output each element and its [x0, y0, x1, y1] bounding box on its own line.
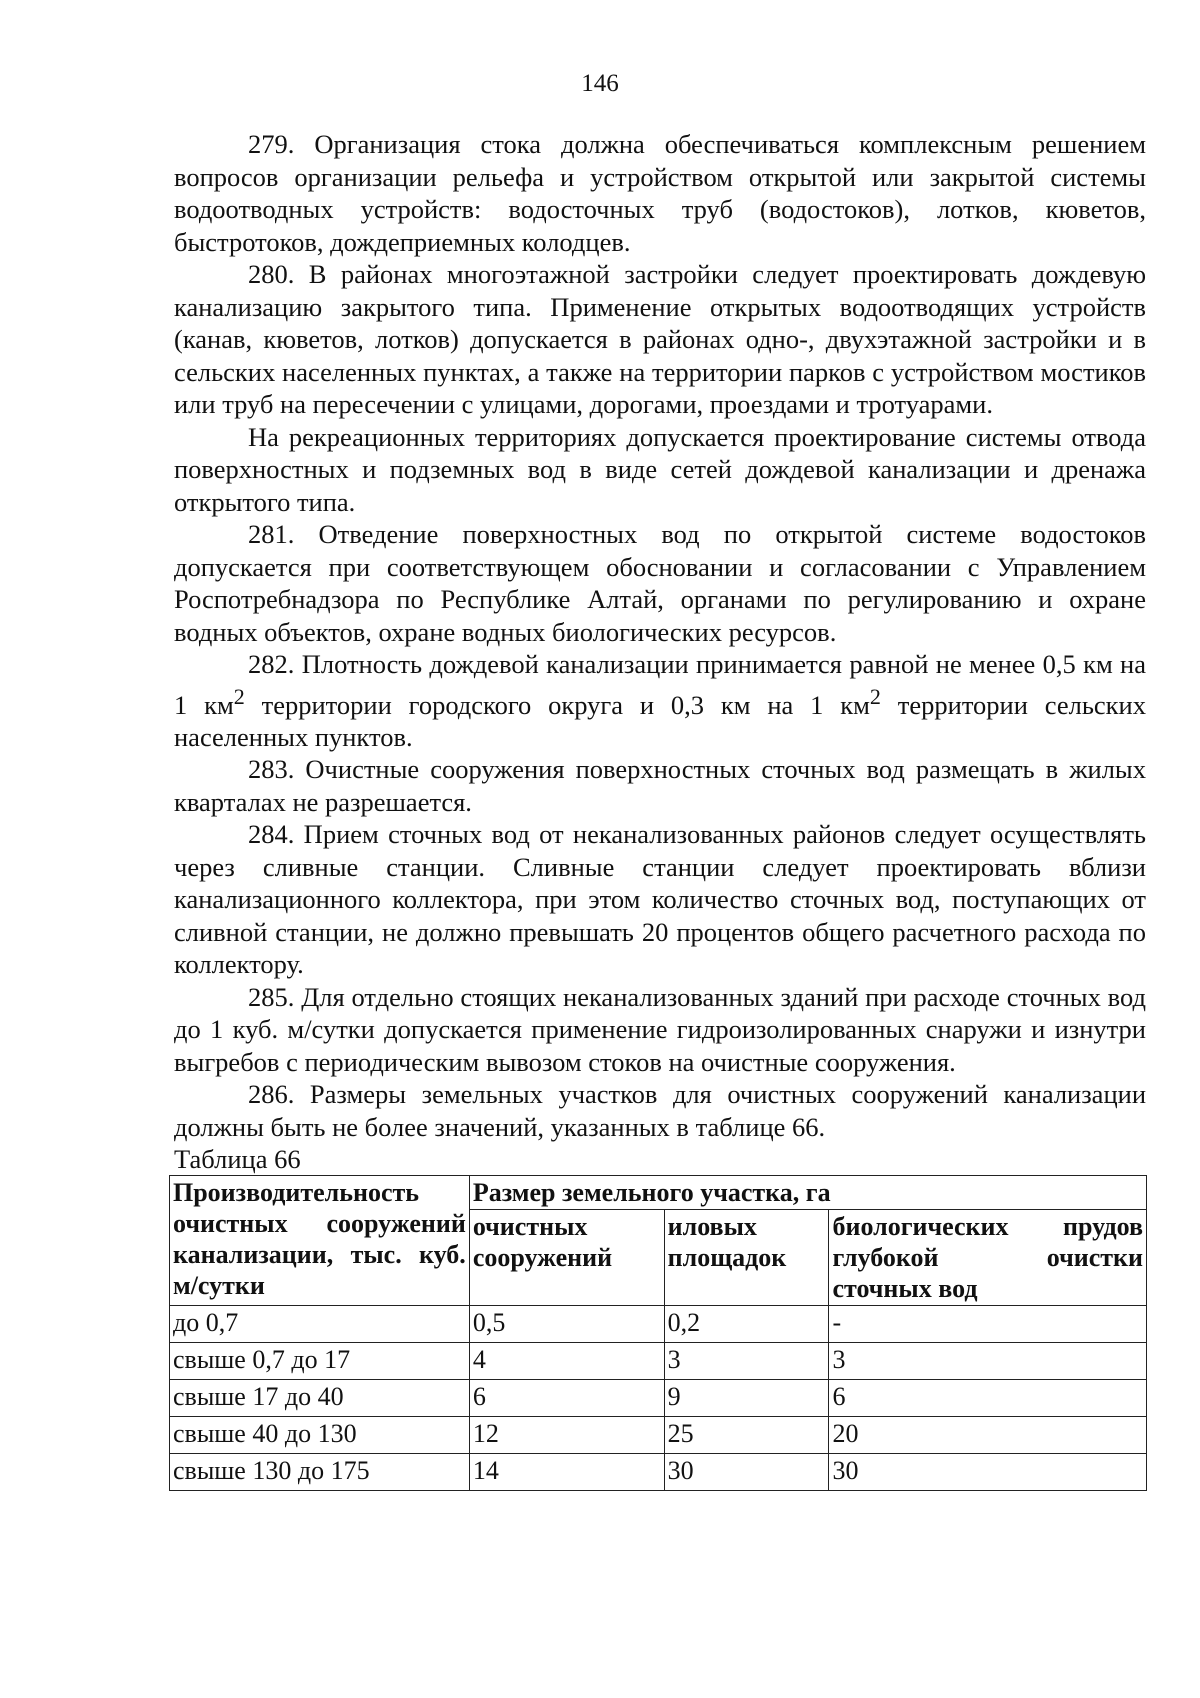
paragraph-279: 279. Организация стока должна обеспечиваться комплексным решением вопросов организации рельефа и устройством открытой или закрытой системы водоотводных устройств: водосточных труб (водостоков), лотков, кюветов, быстротоков, дождеприемных колодцев. [174, 129, 1146, 257]
cell-ponds: 6 [829, 1380, 1147, 1417]
cell-ponds: 30 [829, 1454, 1147, 1491]
document-body [174, 128, 1146, 1491]
paragraph-282-part3: территории сельских населенных пунктов. [174, 689, 1146, 752]
table-row [170, 1454, 1147, 1491]
cell-ponds: - [829, 1306, 1147, 1343]
paragraph-286: 286. Размеры земельных участков для очистных сооружений канализации должны быть не более значений, указанных в таблице 66. [174, 1079, 1146, 1142]
cell-treatment: 0,5 [469, 1306, 664, 1343]
cell-treatment: 14 [469, 1454, 664, 1491]
table-row [170, 1306, 1147, 1343]
cell-sludge: 3 [664, 1343, 829, 1380]
cell-treatment: 4 [469, 1343, 664, 1380]
paragraph-280: 280. В районах многоэтажной застройки следует проектировать дождевую канализацию закрытого типа. Применение открытых водоотводящих устройств (канав, кюветов, лотков) допускается в районах одно-, двухэтажной застройки и в сельских населенных пунктах, а также на территории парков с устройством мостиков или труб на пересечении с улицами, дорогами, проездами и тротуарами. [174, 259, 1146, 419]
page-number: 146 [581, 70, 619, 97]
cell-treatment: 6 [469, 1380, 664, 1417]
cell-capacity: свыше 0,7 до 17 [170, 1343, 470, 1380]
paragraph-280-recreational: На рекреационных территориях допускается проектирование системы отвода поверхностных и подземных вод в виде сетей дождевой канализации и дренажа открытого типа. [174, 421, 1146, 517]
table-row [170, 1417, 1147, 1454]
header-bio-ponds: биологических прудов глубокой очистки сточных вод [829, 1210, 1147, 1306]
paragraph-282-part2: территории городского округа и 0,3 км на 1 км [244, 689, 870, 720]
paragraph-282-part1: 282. Плотность дождевой канализации принимается равной не менее 0,5 км на 1 км [174, 649, 1146, 720]
cell-sludge: 30 [664, 1454, 829, 1491]
paragraph-282 [174, 648, 1146, 753]
superscript-km2-a: 2 [233, 683, 245, 709]
table-caption: Таблица 66 [174, 1144, 301, 1175]
header-land-size: Размер земельного участка, га [469, 1176, 1146, 1210]
paragraph-284: 284. Прием сточных вод от неканализованных районов следует осуществлять через сливные станции. Сливные станции следует проектировать вблизи канализационного коллектора, при этом количество сточных вод, поступающих от сливной станции, не должно превышать 20 процентов общего расчетного расхода по коллектору. [174, 819, 1146, 980]
cell-sludge: 0,2 [664, 1306, 829, 1343]
paragraph-283: 283. Очистные сооружения поверхностных сточных вод размещать в жилых кварталах не разрешается. [174, 754, 1146, 817]
table-row [170, 1380, 1147, 1417]
superscript-km2-b: 2 [869, 683, 881, 709]
cell-ponds: 20 [829, 1417, 1147, 1454]
cell-capacity: свыше 130 до 175 [170, 1454, 470, 1491]
table-row [170, 1343, 1147, 1380]
cell-capacity: свыше 40 до 130 [170, 1417, 470, 1454]
paragraph-281: 281. Отведение поверхностных вод по открытой системе водостоков допускается при соответствующем обосновании и согласовании с Управлением Роспотребнадзора по Республике Алтай, органами по регулированию и охране водных объектов, охране водных биологических ресурсов. [174, 519, 1146, 647]
cell-treatment: 12 [469, 1417, 664, 1454]
paragraph-285: 285. Для отдельно стоящих неканализованных зданий при расходе сточных вод до 1 куб. м/сутки допускается применение гидроизолированных снаружи и изнутри выгребов с периодическим вывозом стоков на очистные сооружения. [174, 981, 1146, 1077]
cell-sludge: 9 [664, 1380, 829, 1417]
cell-capacity: свыше 17 до 40 [170, 1380, 470, 1417]
cell-capacity: до 0,7 [170, 1306, 470, 1343]
header-capacity: Производительность очистных сооружений канализации, тыс. куб. м/сутки [170, 1176, 470, 1306]
header-sludge-beds: иловых площадок [664, 1210, 829, 1306]
land-size-table [169, 1175, 1147, 1491]
cell-ponds: 3 [829, 1343, 1147, 1380]
header-treatment-facilities: очистных сооружений [469, 1210, 664, 1306]
cell-sludge: 25 [664, 1417, 829, 1454]
